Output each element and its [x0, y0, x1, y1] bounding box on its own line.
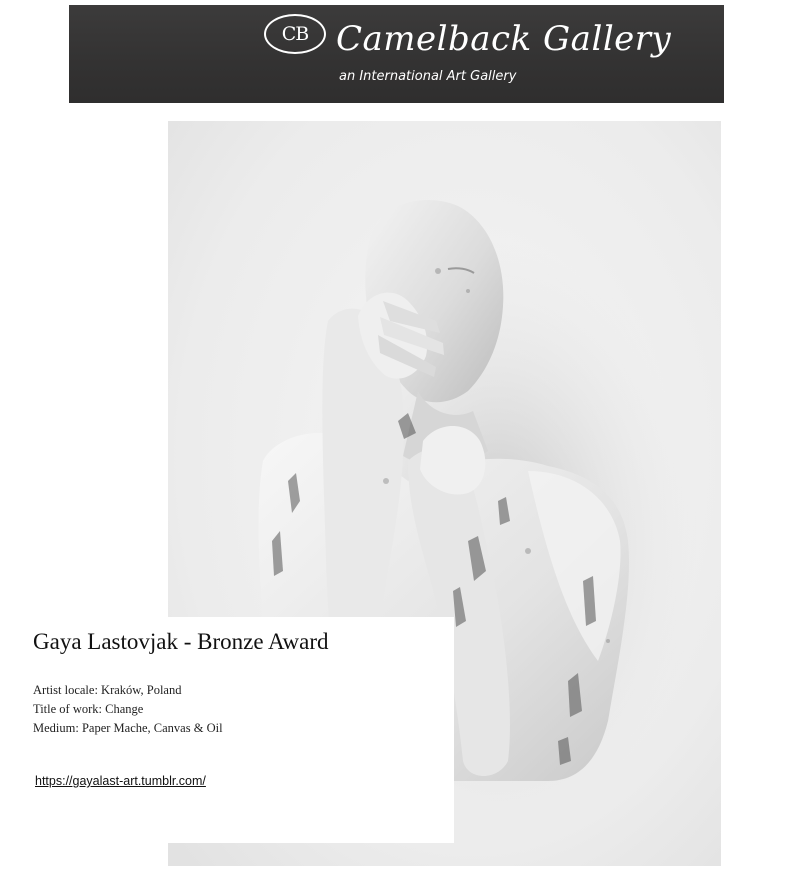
- artist-locale: Artist locale: Kraków, Poland: [33, 683, 182, 697]
- artwork-info-card: [22, 617, 454, 843]
- artist-website-link[interactable]: https://gayalast-art.tumblr.com/: [35, 774, 206, 788]
- gallery-name[interactable]: Camelback Gallery: [336, 19, 672, 59]
- cb-logo-icon[interactable]: [264, 14, 326, 54]
- site-header: [69, 5, 724, 103]
- work-medium: Medium: Paper Mache, Canvas & Oil: [33, 721, 223, 735]
- work-title: Title of work: Change: [33, 702, 144, 716]
- award-title: Gaya Lastovjak - Bronze Award: [33, 629, 329, 654]
- gallery-tagline: an International Art Gallery: [339, 69, 517, 84]
- artwork-details: [33, 681, 223, 738]
- logo-initials: CB: [281, 23, 309, 45]
